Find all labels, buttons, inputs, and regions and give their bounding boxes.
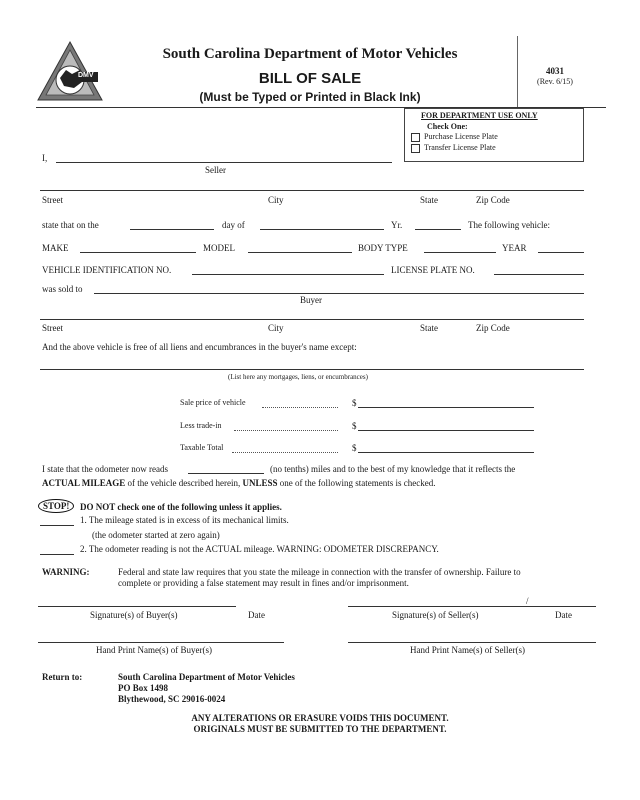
return-address-line-3: Blythewood, SC 29016-0024	[118, 694, 226, 704]
vin-field[interactable]	[192, 274, 384, 275]
unless-text: UNLESS	[242, 478, 278, 488]
buyer-print-name-field[interactable]	[38, 642, 284, 643]
make-field[interactable]	[80, 252, 196, 253]
plate-field[interactable]	[494, 274, 584, 275]
month-field[interactable]	[260, 229, 384, 230]
taxable-total-field[interactable]	[358, 452, 534, 453]
day-field[interactable]	[130, 229, 214, 230]
seller-signature-label: Signature(s) of Seller(s)	[392, 610, 479, 620]
odometer-line2a: of the vehicle described herein,	[127, 478, 241, 488]
buyer-street-label: Street	[42, 323, 63, 333]
year-prefix-label: Yr.	[391, 220, 403, 230]
sale-price-leader	[262, 407, 338, 408]
model-field[interactable]	[248, 252, 352, 253]
statement-2-text: 2. The odometer reading is not the ACTUAL mileage. WARNING: ODOMETER DISCREPANCY.	[80, 544, 439, 554]
buyer-date-label: Date	[248, 610, 265, 620]
buyer-print-name-label: Hand Print Name(s) of Buyer(s)	[96, 645, 212, 655]
warning-text-1: Federal and state law requires that you state the mileage in connection with the transfer of ownership. Failure to	[118, 567, 521, 577]
trade-in-label: Less trade-in	[180, 421, 222, 430]
seller-print-name-label: Hand Print Name(s) of Seller(s)	[410, 645, 525, 655]
seller-address-field[interactable]	[40, 190, 584, 191]
sale-price-currency: $	[352, 398, 357, 408]
buyer-signature-field[interactable]	[38, 606, 236, 607]
seller-label: Seller	[205, 165, 226, 175]
vehicle-year-field[interactable]	[538, 252, 584, 253]
seller-signature-field[interactable]	[348, 606, 596, 607]
trade-in-currency: $	[352, 421, 357, 431]
stop-badge: STOP!	[38, 499, 74, 513]
department-use-box	[404, 108, 584, 162]
vin-label: VEHICLE IDENTIFICATION NO.	[42, 265, 172, 275]
checkbox-purchase-plate[interactable]	[411, 132, 498, 142]
plate-label: LICENSE PLATE NO.	[391, 265, 475, 275]
dmv-logo	[36, 40, 104, 104]
warning-label: WARNING:	[42, 567, 90, 577]
liens-statement: And the above vehicle is free of all liens and encumbrances in the buyer's name except:	[42, 342, 357, 352]
day-of-label: day of	[222, 220, 245, 230]
buyer-zip-label: Zip Code	[476, 323, 510, 333]
return-address-line-2: PO Box 1498	[118, 683, 169, 693]
form-subtitle: (Must be Typed or Printed in Black Ink)	[199, 90, 421, 104]
return-label: Return to:	[42, 672, 83, 682]
seller-city-label: City	[268, 195, 284, 205]
odometer-line-2	[42, 478, 435, 488]
statement-1-text: 1. The mileage stated is in excess of its mechanical limits.	[80, 515, 289, 525]
statement-2-checkline[interactable]	[40, 554, 74, 555]
transfer-plate-label: Transfer License Plate	[424, 143, 496, 152]
checkbox-transfer-plate[interactable]	[411, 143, 496, 153]
odometer-statement-b: (no tenths) miles and to the best of my knowledge that it reflects the	[270, 464, 516, 474]
trade-in-field[interactable]	[358, 430, 534, 431]
date-year-field[interactable]	[415, 229, 461, 230]
agency-name: South Carolina Department of Motor Vehicles	[162, 46, 458, 62]
footer-line-2: ORIGINALS MUST BE SUBMITTED TO THE DEPARTMENT.	[193, 724, 447, 734]
seller-date-label: Date	[555, 610, 572, 620]
form-title: BILL OF SALE	[258, 70, 362, 87]
seller-print-name-field[interactable]	[348, 642, 596, 643]
buyer-city-label: City	[268, 323, 284, 333]
return-address-line-1: South Carolina Department of Motor Vehicles	[118, 672, 295, 682]
buyer-name-field[interactable]	[94, 293, 584, 294]
vehicle-year-label: YEAR	[502, 243, 527, 253]
dept-box-heading: FOR DEPARTMENT USE ONLY	[421, 111, 538, 120]
liens-field[interactable]	[40, 369, 584, 370]
buyer-signature-label: Signature(s) of Buyer(s)	[90, 610, 178, 620]
odometer-line2b: one of the following statements is checked.	[279, 478, 436, 488]
date-prefix: state that on the	[42, 220, 99, 230]
model-label: MODEL	[203, 243, 235, 253]
odometer-statement-a: I state that the odometer now reads	[42, 464, 168, 474]
purchase-plate-label: Purchase License Plate	[424, 132, 498, 141]
sale-price-label: Sale price of vehicle	[180, 398, 246, 407]
odometer-reading-field[interactable]	[188, 473, 264, 474]
warning-text-2: complete or providing a false statement may result in fines and/or imprisonment.	[118, 578, 409, 588]
seller-signature-slash: /	[526, 596, 529, 606]
taxable-total-label: Taxable Total	[180, 443, 224, 452]
seller-name-field[interactable]	[56, 162, 392, 163]
footer-line-1: ANY ALTERATIONS OR ERASURE VOIDS THIS DOCUMENT.	[191, 713, 449, 723]
make-label: MAKE	[42, 243, 69, 253]
seller-prefix: I,	[42, 153, 48, 163]
form-revision: (Rev. 6/15)	[537, 77, 573, 86]
body-type-field[interactable]	[424, 252, 496, 253]
statement-1-note: (the odometer started at zero again)	[92, 530, 220, 540]
seller-zip-label: Zip Code	[476, 195, 510, 205]
buyer-prefix: was sold to	[42, 284, 83, 294]
statement-1-checkline[interactable]	[40, 525, 74, 526]
liens-note: (List here any mortgages, liens, or encumbrances)	[228, 373, 368, 381]
taxable-total-currency: $	[352, 443, 357, 453]
buyer-state-label: State	[420, 323, 438, 333]
seller-state-label: State	[420, 195, 438, 205]
taxable-total-leader	[232, 452, 338, 453]
trade-in-leader	[234, 430, 338, 431]
header-divider	[517, 36, 518, 108]
stop-instruction: DO NOT check one of the following unless it applies.	[80, 502, 282, 512]
dept-box-check-one: Check One:	[427, 122, 468, 131]
buyer-address-field[interactable]	[40, 319, 584, 320]
sale-price-field[interactable]	[358, 407, 534, 408]
buyer-label: Buyer	[300, 295, 322, 305]
body-type-label: BODY TYPE	[358, 243, 408, 253]
following-vehicle-label: The following vehicle:	[468, 220, 550, 230]
logo-text: DMV	[78, 72, 94, 79]
seller-street-label: Street	[42, 195, 63, 205]
form-number: 4031	[546, 66, 564, 76]
actual-mileage-text: ACTUAL MILEAGE	[42, 478, 126, 488]
